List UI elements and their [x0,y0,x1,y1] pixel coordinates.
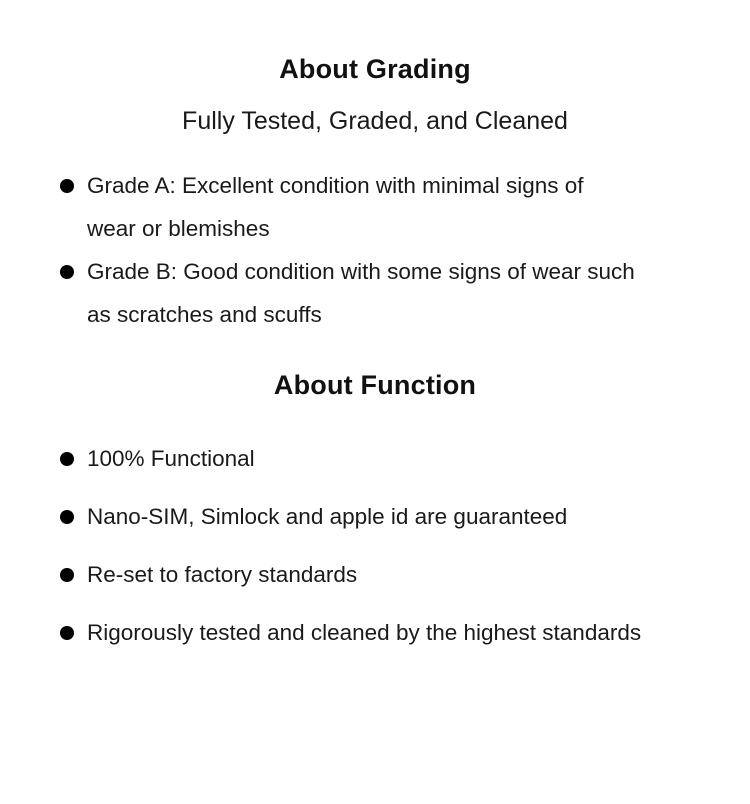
list-item-label: 100% Functional [87,446,255,471]
bullet-icon [60,510,74,524]
bullet-icon [60,179,74,193]
function-list [48,437,702,654]
bullet-icon [60,626,74,640]
bullet-icon [60,265,74,279]
list-item [48,553,702,596]
bullet-icon [60,568,74,582]
list-item [48,437,702,480]
list-item [48,164,702,250]
about-function-heading: About Function [273,370,477,400]
list-item-label: Re-set to factory standards [87,562,358,587]
grading-list [48,164,702,336]
list-item-label: Rigorously tested and cleaned by the highest standards [87,620,642,645]
bullet-icon [60,452,74,466]
document-page [0,54,750,804]
list-item-label: Grade B: Good condition with some signs of wear such as scratches and scuffs [87,259,635,327]
list-item [48,495,702,538]
list-item-label: Nano-SIM, Simlock and apple id are guaranteed [87,504,568,529]
list-item-label: Grade A: Excellent condition with minimal signs of wear or blemishes [87,173,584,241]
list-item [48,611,702,654]
grading-subheading: Fully Tested, Graded, and Cleaned [182,107,568,135]
list-item [48,250,702,336]
about-grading-heading: About Grading [279,54,471,84]
